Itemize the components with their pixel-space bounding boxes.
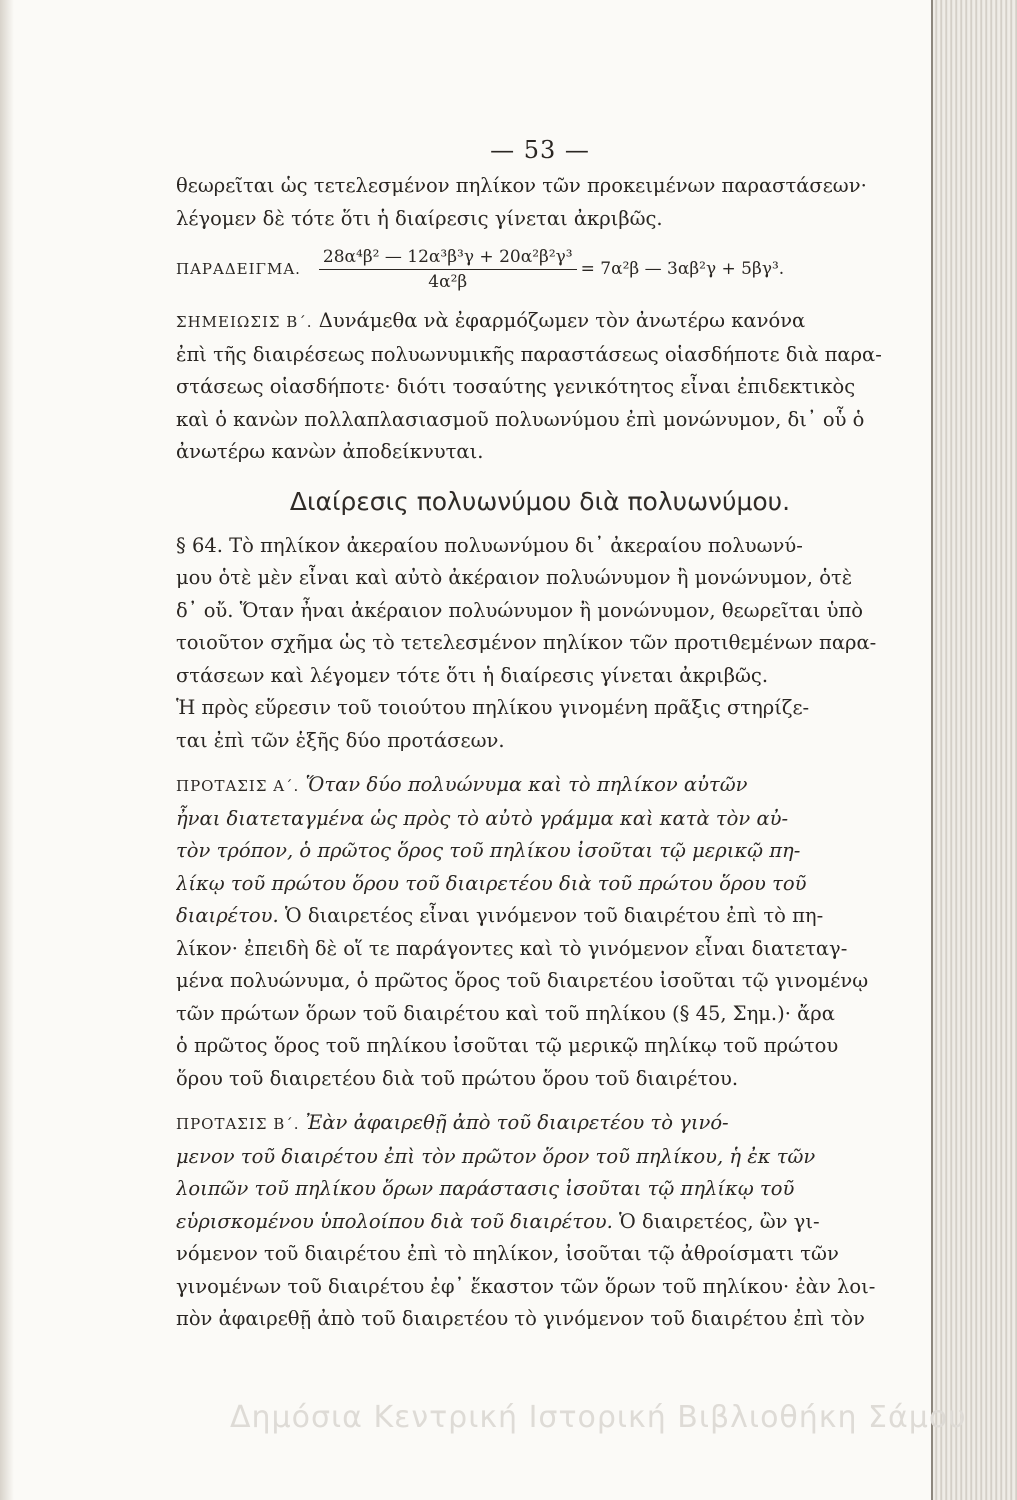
text-line: τὸν τρόπον, ὁ πρῶτος ὅρος τοῦ πηλίκου ἰσοῦται τῷ μερικῷ πη- — [176, 839, 801, 862]
example-formula — [176, 239, 904, 299]
text-line: ἀνωτέρω κανὼν ἀποδείκνυται. — [176, 440, 484, 463]
text-line: λίκον· ἐπειδὴ δὲ οἵ τε παράγοντες καὶ τὸ γινόμενον εἶναι διατεταγ- — [176, 936, 848, 960]
formula-result: = 7α²β — 3αβ²γ + 5βγ³. — [580, 259, 785, 279]
text-line: μενον τοῦ διαιρέτου ἐπὶ τὸν πρῶτον ὅρον τοῦ πηλίκου, ἡ ἐκ τῶν — [176, 1144, 816, 1168]
text-line: μένα πολυώνυμα, ὁ πρῶτος ὅρος τοῦ διαιρετέου ἰσοῦται τῷ γινομένῳ — [176, 969, 869, 992]
text-line: ὅρου τοῦ διαιρετέου διὰ τοῦ πρώτου ὅρου τοῦ διαιρέτου. — [176, 1066, 739, 1090]
remark-label: ΣΗΜΕΙΩΣΙΣ Β΄. — [176, 313, 313, 331]
paragraph-64 — [176, 530, 904, 758]
spacer — [176, 757, 904, 769]
text-line: ται ἐπὶ τῶν ἑξῆς δύο προτάσεων. — [176, 728, 505, 752]
text-line: τοιοῦτον σχῆμα ὡς τὸ τετελεσμένον πηλίκον τῶν προτιθεμένων παρα- — [176, 631, 877, 654]
formula-fraction — [319, 247, 577, 292]
proposition-b-italic-end: εὑρισκομένου ὑπολοίπου διὰ τοῦ διαιρέτου. — [176, 1209, 613, 1233]
text-line: ἐπὶ τῆς διαιρέσεως πολυωνυμικῆς παραστάσεως οἱασδήποτε διὰ παρα- — [176, 342, 882, 366]
text-line: στάσεως οἱασδήποτε· διότι τοσαύτης γενικότητος εἶναι ἐπιδεκτικὸς — [176, 375, 856, 398]
remark-paragraph — [176, 305, 904, 469]
text-line: μου ὁτὲ μὲν εἶναι καὶ αὐτὸ ἀκέραιον πολυώνυμον ἢ μονώνυμον, ὁτὲ — [176, 566, 853, 589]
text-line — [176, 1206, 904, 1239]
text-line: πὸν ἀφαιρεθῇ ἀπὸ τοῦ διαιρετέου τὸ γινόμενον τοῦ διαιρέτου ἐπὶ τὸν — [176, 1307, 865, 1330]
text-line: ἦναι διατεταγμένα ὡς πρὸς τὸ αὐτὸ γράμμα καὶ κατὰ τὸν αὐ- — [176, 806, 789, 830]
page-stack-edge — [931, 0, 1017, 1500]
text-line: § 64. Τὸ πηλίκον ἀκεραίου πολυωνύμου δι᾽ ἀκεραίου πολυωνύ- — [176, 533, 803, 557]
proposition-a-first-line: Ὅταν δύο πολυώνυμα καὶ τὸ πηλίκον αὐτῶν — [305, 773, 748, 796]
section-heading: Διαίρεσις πολυωνύμου διὰ πολυωνύμου. — [289, 486, 791, 516]
text-line: λίκῳ τοῦ πρώτου ὅρου τοῦ διαιρετέου διὰ τοῦ πρώτου ὅρου τοῦ — [176, 871, 807, 895]
example-label: ΠΑΡΑΔΕΙΓΜΑ. — [176, 260, 301, 278]
proposition-a-italic-end: διαιρέτου. — [176, 904, 279, 927]
proposition-b — [176, 1107, 904, 1336]
text-line: νόμενον τοῦ διαιρέτου ἐπὶ τὸ πηλίκον, ἰσοῦται τῷ ἀθροίσματι τῶν — [176, 1242, 839, 1265]
text-line — [176, 1107, 904, 1141]
proposition-b-first-line: Ἐὰν ἀφαιρεθῇ ἀπὸ τοῦ διαιρετέου τὸ γινό- — [305, 1111, 729, 1134]
remark-first-line: Δυνάμεθα νὰ ἐφαρμόζωμεν τὸν ἀνωτέρω κανόνα — [318, 309, 806, 332]
text-line: λέγομεν δὲ τότε ὅτι ἡ διαίρεσις γίνεται ἀκριβῶς. — [176, 206, 663, 230]
text-line: τῶν πρώτων ὅρων τοῦ διαιρέτου καὶ τοῦ πηλίκου (§ 45, Σημ.)· ἄρα — [176, 1001, 835, 1025]
text-line: γινομένων τοῦ διαιρέτου ἐφ᾽ ἕκαστον τῶν ὅρων τοῦ πηλίκου· ἐὰν λοι- — [176, 1274, 876, 1298]
formula-denominator: 4α²β — [428, 271, 468, 292]
text-line: στάσεων καὶ λέγομεν τότε ὅτι ἡ διαίρεσις γίνεται ἀκριβῶς. — [176, 663, 769, 687]
page-gutter-shadow — [0, 0, 14, 1500]
text-line: καὶ ὁ κανὼν πολλαπλασιασμοῦ πολυωνύμου ἐπὶ μονώνυμον, δι᾽ οὗ ὁ — [176, 407, 865, 431]
proposition-a — [176, 769, 904, 1095]
text-line — [176, 305, 904, 339]
text-line: θεωρεῖται ὡς τετελεσμένον πηλίκον τῶν προκειμένων παραστάσεων· — [176, 174, 867, 197]
text-line: Ἡ πρὸς εὕρεσιν τοῦ τοιούτου πηλίκου γινομένη πρᾶξις στηρίζε- — [176, 696, 810, 719]
library-watermark: Δημόσια Κεντρική Ιστορική Βιβλιοθήκη Σάμου — [230, 1400, 967, 1435]
text-line: λοιπῶν τοῦ πηλίκου ὅρων παράστασις ἰσοῦται τῷ πηλίκῳ τοῦ — [176, 1177, 795, 1200]
intro-paragraph — [176, 170, 904, 235]
proposition-b-label: ΠΡΟΤΑΣΙΣ Β΄. — [176, 1115, 300, 1133]
formula-numerator: 28α⁴β² — 12α³β³γ + 20α²β²γ³ — [319, 247, 577, 270]
page-content — [176, 136, 904, 1336]
proposition-a-proof-start: Ὁ διαιρετέος εἶναι γινόμενον τοῦ διαιρέτου ἐπὶ τὸ πη- — [278, 904, 824, 927]
text-line: ὁ πρῶτος ὅρος τοῦ πηλίκου ἰσοῦται τῷ μερικῷ πηλίκῳ τοῦ πρώτου — [176, 1034, 839, 1057]
proposition-b-proof-start: Ὁ διαιρετέος, ὢν γι- — [612, 1209, 820, 1233]
proposition-a-label: ΠΡΟΤΑΣΙΣ Α΄. — [176, 777, 300, 795]
text-line — [176, 769, 904, 803]
page-number: — 53 — — [490, 136, 590, 164]
text-line: δ᾽ οὔ. Ὅταν ἦναι ἀκέραιον πολυώνυμον ἢ μονώνυμον, θεωρεῖται ὑπὸ — [176, 598, 863, 622]
spacer — [176, 1095, 904, 1107]
text-line — [176, 900, 904, 933]
